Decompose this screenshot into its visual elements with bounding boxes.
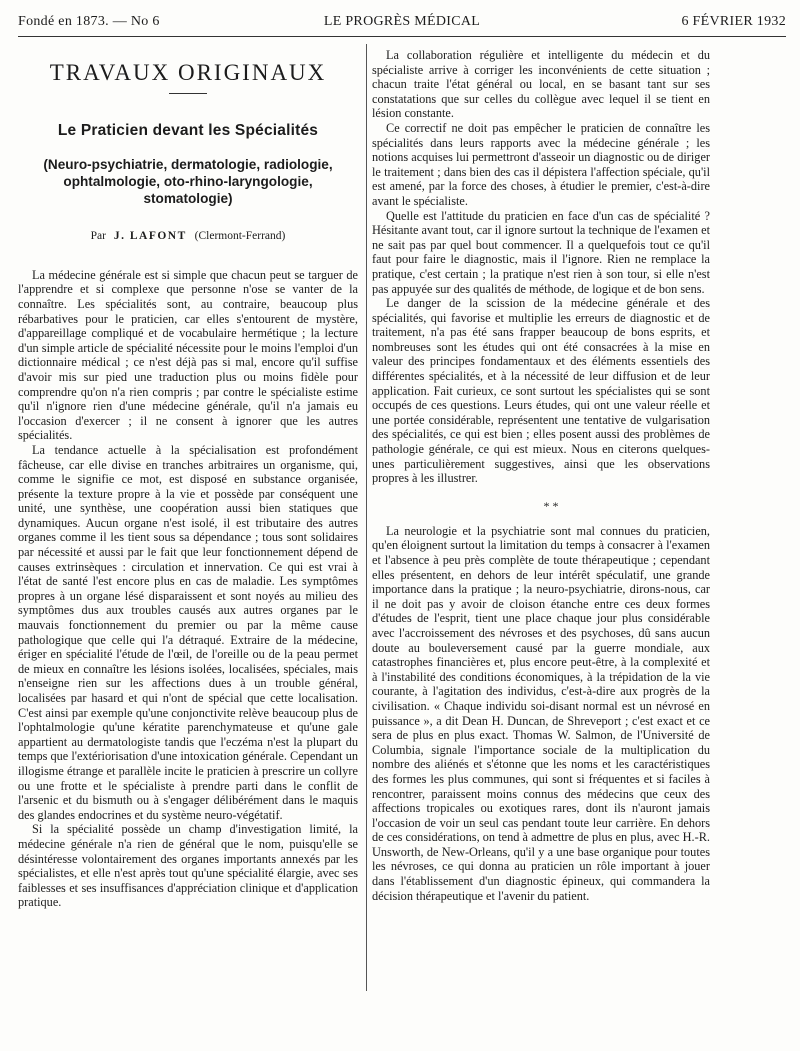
paragraph: La médecine générale est si simple que chacun peut se targuer de l'apprendre et si complexe que personne n'ose se vanter de la connaître. Les spécialités sont, au contraire, beaucoup plus rébarbatives pour le praticien, car elles s'entourent de mystère, d'appareillage compliqué et de vocabulaire hermétique ; la lecture d'un simple article de spécialité nécessite pour le moins l'emploi d'un dictionnaire médical ; ce n'est déjà pas si mal, encore qu'il suffise d'avoir mis sur pied une traduction plus ou moins fidèle pour comprendre qu'on n'a rien compris ; par contre le spécialiste estime qu'il n'ignore rien d'une médecine générale, qu'il n'a jamais eu l'occasion d'exercer ; il ne consent à ignorer que les autres spécialités.: [18, 267, 358, 443]
author-affiliation: (Clermont-Ferrand): [194, 230, 286, 243]
paragraph: Le danger de la scission de la médecine générale et des spécialités, qui favorise et multiplie les erreurs de diagnostic et de traitement, n'a pas été sans frapper beaucoup de bons esprits, et nombreuses sont les études qui ont été consacrées à la mise en valeur des principes fondamentaux et des éléments essentiels des différentes spécialités, et à la nécessité de leur diffusion et de leur application. Fait curieux, ce sont surtout les spécialistes qui se sont occupés de ces questions. Leurs études, qui ont une valeur réelle et une portée considérable, représentent une tentative de vulgarisation des spécialités, ce qui est bien ; elles posent aussi des problèmes de pathologie générale, ce qui est mieux. Nous en citerons quelques-unes particulièrement suggestives, ainsi que les observations propres à les illustrer.: [372, 296, 710, 486]
section-title: TRAVAUX ORIGINAUX: [49, 60, 327, 85]
article-title: Le Praticien devant les Spécialités: [57, 121, 319, 139]
paragraph: La collaboration régulière et intelligente du médecin et du spécialiste arrive à corriger les inconvénients de cette situation ; chacun traite l'état général ou local, en se basant tant sur ses constatations que sur celles du collègue avec lequel il se tient en lésion constante.: [372, 48, 710, 121]
paragraph: Si la spécialité possède un champ d'investigation limité, la médecine générale n'a rien de général que le nom, puisqu'elle se désintéresse volontairement des organes importants annexés par les spécialistes, et elle n'est après tout qu'une spécialité élargie, avec ses faiblesses et ses insuffisances d'appréciation clinique et d'application pratique.: [18, 822, 358, 910]
left-column: [18, 48, 358, 910]
article-subtitle: (Neuro-psychiatrie, dermatologie, radiologie, ophtalmologie, oto-rhino-laryngologie, stomatologie): [43, 157, 333, 207]
left-body: [18, 268, 358, 910]
author-name: J. LAFONT: [113, 230, 187, 243]
byline-prefix: Par: [90, 230, 106, 243]
paragraph: Quelle est l'attitude du praticien en face d'un cas de spécialité ? Hésitante avant tout, car il ignore surtout la technique de l'examen et ne sait pas par quel bout commencer. Il a quelquefois tout ce qu'il faut pour faire le diagnostic, mais il l'ignore. Rien ne remplace la pratique, c'est certain ; la pratique n'est rien à son tour, si elle n'est pas appuyée sur des qualités de méthode, de logique et de bon sens.: [372, 208, 710, 296]
founding-note: Fondé en 1873. — No 6: [18, 14, 160, 29]
paragraph: La neurologie et la psychiatrie sont mal connues du praticien, qu'en éloignent surtout la limitation du temps à consacrer à l'examen et l'absence à peu près complète de toute thérapeutique ; cependant elles présentent, en dehors de leur intérêt spéculatif, une grande importance dans la pratique ; la neuro-psychiatrie, dirons-nous, car il ne doit pas y avoir de cloison étanche entre ces deux formes d'études de l'esprit, tient une place chaque jour plus considérable avec l'accroissement des névroses et des psychoses, dû sans aucun doute au bouleversement causé par la guerre mondiale, aux catastrophes financières et, plus encore peut-être, à la complexité et à l'instabilité des conditions économiques, à la trépidation de la vie courante, à l'agitation des individus, c'est-à-dire aux progrès de la civilisation. « Chaque individu soi-disant normal est un névrosé en puissance », a dit Dean H. Duncan, de Shreveport ; c'est exact et ce sera de plus en plus exact. Thomas W. Salmon, de l'Université de Columbia, signale l'importance sociale de la multiplication du nombre des aliénés et s'étonne que les noms et les caractéristiques des formes les plus communes, qui sont si fréquentes et si faciles à rencontrer, paraissent moins connus des médecins que ceux des affections tropicales ou exotiques rares, dont ils n'auront jamais l'occasion de voir un seul cas pendant toute leur carrière. En dehors de ces considérations, on tend à admettre de plus en plus, avec H.-R. Unsworth, de New-Orleans, qu'il y a une base organique pour toutes les névroses, ce qui donna au praticien un rôle important à jouer dans l'établissement d'un diagnostic épineux, qui commandera la décision thérapeutique et l'avenir du patient.: [372, 523, 710, 903]
issue-date: 6 FÉVRIER 1932: [681, 14, 786, 29]
byline: [18, 229, 358, 244]
asterism-separator: * *: [543, 498, 559, 513]
column-divider: [366, 44, 367, 991]
title-rule: [169, 93, 207, 94]
right-column: [372, 48, 710, 903]
running-head: [18, 14, 786, 37]
paragraph: La tendance actuelle à la spécialisation est profondément fâcheuse, car elle divise en tranches arbitraires un organisme, qui, comme le signifie ce mot, est disposé en substance organisée, présente la texture propre à la vie et possède par conséquent une unité, une synthèse, une coopération aussi bien statiques que dynamiques. Aucun organe n'est isolé, il est tributaire des autres organes comme il les tient sous sa dépendance ; tous sont solidaires par nécessité et aussi par le fait que leur fonctionnement dépend de causes extrinsèques : circulation et innervation. Ce qui est vrai à l'état de santé l'est encore plus en cas de maladie. Les symptômes propres à un organe lésé disparaissent et sont noyés au milieu des symptômes dus aux troubles causés aux autres organes par le mauvais fonctionnement du premier ou par la même cause pathologique que celle qui l'a détraqué. Extraire de la médecine, ériger en spécialité l'étude de l'œil, de l'oreille ou de la peau permet de mieux en connaître les lésions isolées, localisées, spéciales, mais n'enseigne rien sur les affections dues à un trouble général, localisées par hasard et qui n'ont de spécial que cette localisation. C'est ainsi par exemple qu'une conjonctivite relève beaucoup plus de l'ophtalmologie qu'une kératite parenchymateuse et qu'une gale appartient au dermatologiste tandis que l'eczéma n'est la plupart du temps que l'extériorisation d'une intoxication générale. Cependant un illogisme étrange et parallèle incite le praticien à prescrire un collyre ou une frotte et le spécialiste à prendre parti dans le conflit de l'arsenic et du bismuth ou à s'engager délibérément dans le maquis des glandes endocrines et du système neuro-végétatif.: [18, 442, 358, 822]
journal-title: LE PROGRÈS MÉDICAL: [323, 14, 481, 29]
paragraph: Ce correctif ne doit pas empêcher le praticien de connaître les spécialités dans leurs rapports avec la médecine générale ; les notions acquises lui permettront d'asseoir un diagnostic ou de diriger le traitement ; dans bien des cas il dépistera l'affection spéciale, qu'il est amené, par la force des choses, à étudier le premier, c'est-à-dire avant le spécialiste.: [372, 120, 710, 208]
